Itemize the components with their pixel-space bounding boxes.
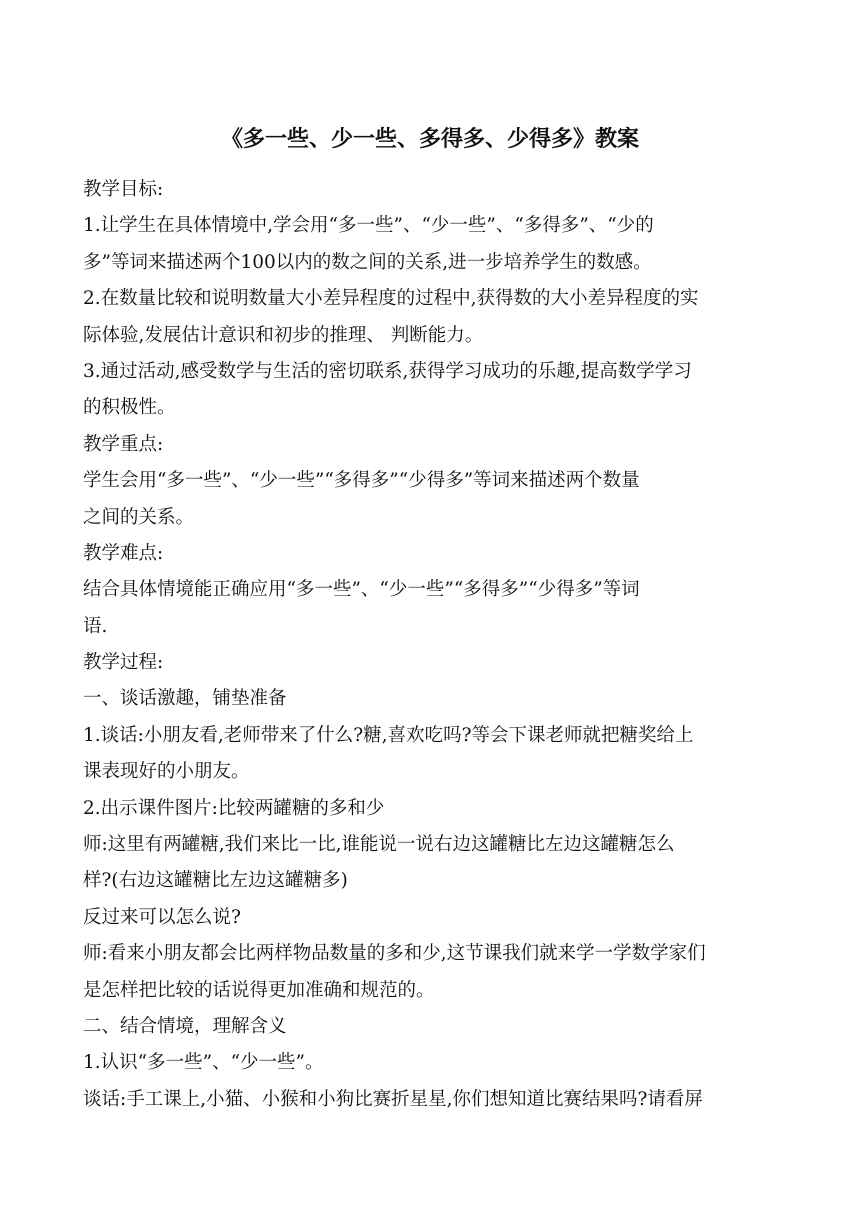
body-line: 谈话:手工课上,小猫、小猴和小狗比赛折星星,你们想知道比赛结果吗?请看屏 <box>83 1088 703 1110</box>
document-body <box>83 172 783 1118</box>
body-line: 结合具体情境能正确应用“多一些”、“少一些”“多得多”“少得多”等词 <box>83 579 640 601</box>
body-line: 1.让学生在具体情境中,学会用“多一些”、“少一些”、“多得多”、“少的 <box>83 215 654 237</box>
document-title: 《多一些、少一些、多得多、少得多》教案 <box>220 127 639 152</box>
body-line: 课表现好的小朋友。 <box>83 761 250 783</box>
body-line: 教学重点: <box>83 433 164 455</box>
body-line: 的积极性。 <box>83 397 176 419</box>
body-line: 师:看来小朋友都会比两样物品数量的多和少,这节课我们就来学一学数学家们 <box>83 943 706 965</box>
body-line: 3.通过活动,感受数学与生活的密切联系,获得学习成功的乐趣,提高数学学习 <box>83 360 692 382</box>
body-line: 1.谈话:小朋友看,老师带来了什么?糖,喜欢吃吗?等会下课老师就把糖奖给上 <box>83 724 694 746</box>
body-line: 学生会用“多一些”、“少一些”“多得多”“少得多”等词来描述两个数量 <box>83 470 640 492</box>
body-line: 1.认识“多一些”、“少一些”。 <box>83 1052 324 1074</box>
body-line: 之间的关系。 <box>83 506 195 528</box>
body-line: 反过来可以怎么说? <box>83 906 241 928</box>
body-line: 一、谈话激趣，铺垫准备 <box>83 688 287 710</box>
body-line: 语. <box>83 615 108 637</box>
body-line: 多”等词来描述两个100以内的数之间的关系,进一步培养学生的数感。 <box>83 251 652 273</box>
body-line: 是怎样把比较的话说得更加准确和规范的。 <box>83 979 435 1001</box>
body-line: 二、结合情境，理解含义 <box>83 1015 287 1037</box>
body-line: 教学难点: <box>83 542 164 564</box>
body-line: 2.出示课件图片:比较两罐糖的多和少 <box>83 797 385 819</box>
body-line: 教学目标: <box>83 179 164 200</box>
body-line: 际体验,发展估计意识和初步的推理、 判断能力。 <box>83 324 484 346</box>
body-line: 教学过程: <box>83 652 164 674</box>
body-line: 2.在数量比较和说明数量大小差异程度的过程中,获得数的大小差异程度的实 <box>83 288 699 310</box>
body-line: 样?(右边这罐糖比左边这罐糖多) <box>83 870 348 892</box>
body-line: 师:这里有两罐糖,我们来比一比,谁能说一说右边这罐糖比左边这罐糖怎么 <box>83 834 675 856</box>
